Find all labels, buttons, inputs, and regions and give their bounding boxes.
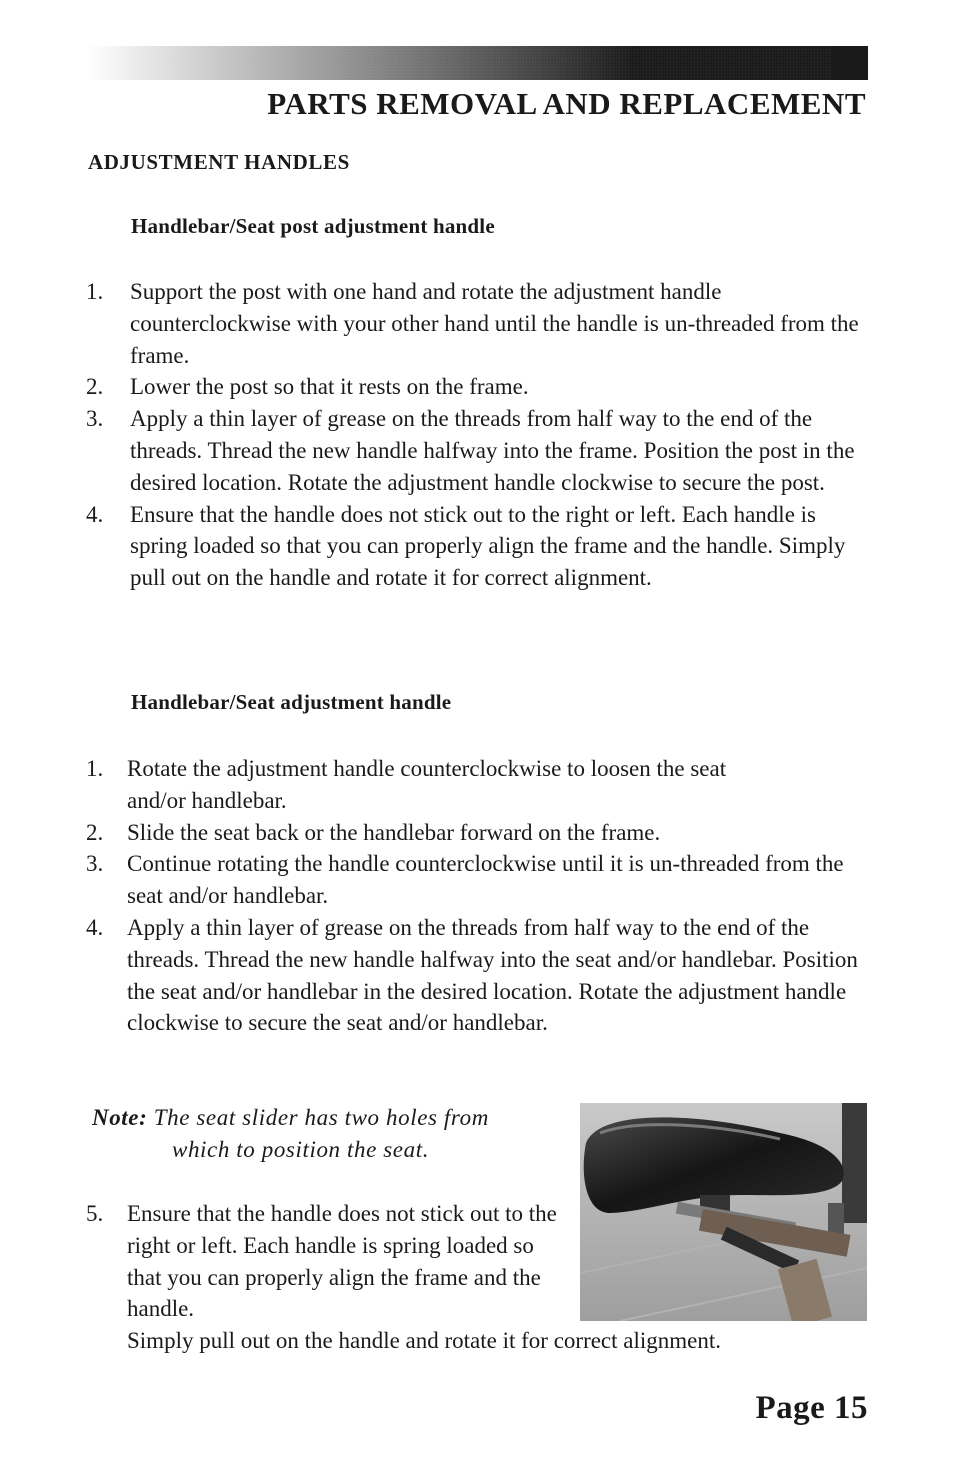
list-item	[86, 848, 866, 912]
note-label: Note:	[92, 1105, 148, 1130]
post-handle-heading: Handlebar/Seat post adjustment handle	[131, 214, 495, 238]
step-number: 1.	[86, 756, 104, 781]
seat-slider-note	[92, 1102, 552, 1166]
step-text: Ensure that the handle does not stick out to the right or left. Each handle is spring loaded so that you can properly align the frame and the handle.	[127, 1201, 557, 1322]
list-item	[86, 817, 866, 849]
step-text: Apply a thin layer of grease on the threads from half way to the end of the threads. Thread the new handle halfway into the seat and/or handlebar. Position the seat and/or handlebar in the desired location. Rotate the adjustment handle clockwise to secure the seat and/or handlebar.	[127, 914, 858, 1036]
step-text: Continue rotating the handle counterclockwise until it is un-threaded from the seat and/or handlebar.	[127, 851, 844, 909]
step-text: Rotate the adjustment handle counterclockwise to loosen the seat and/or handlebar.	[127, 756, 727, 813]
page-number: Page 15	[755, 1390, 868, 1426]
bike-seat-photo	[580, 1103, 867, 1321]
list-item	[86, 912, 866, 1039]
list-item	[86, 403, 866, 498]
step-number: 3.	[86, 851, 104, 877]
step-text: Ensure that the handle does not stick out to the right or left. Each handle is spring loaded so that you can properly align the frame and the handle. Simply pull out on the handle and rotate it for correct alignment.	[130, 501, 846, 591]
step-number: 4.	[86, 914, 104, 940]
section-heading: ADJUSTMENT HANDLES	[88, 150, 350, 174]
post-handle-steps	[86, 276, 866, 594]
header-band-solid-end	[832, 46, 868, 80]
seat-handle-steps	[86, 753, 866, 1039]
step-text: Apply a thin layer of grease on the threads from half way to the end of the threads. Thread the new handle halfway into the frame. Position the post in the desired location. Rotate the adjustment handle clockwise to secure the post.	[130, 406, 855, 495]
step-text: Lower the post so that it rests on the frame.	[130, 374, 529, 400]
step-number: 2.	[86, 374, 104, 400]
step-number: 2.	[86, 819, 104, 845]
header-gradient-band	[88, 46, 868, 80]
bike-seat-illustration	[580, 1103, 867, 1321]
step-number: 5.	[86, 1201, 104, 1226]
list-item	[86, 753, 866, 817]
step-text: Slide the seat back or the handlebar forward on the frame.	[127, 819, 661, 845]
list-item	[86, 276, 866, 371]
step-text: Support the post with one hand and rotate the adjustment handle counterclockwise with your other hand until the handle is un-threaded from the frame.	[130, 279, 859, 368]
step-text-continued: Simply pull out on the handle and rotate it for correct alignment.	[127, 1328, 722, 1354]
list-item	[86, 371, 866, 403]
note-text-continued: which to position the seat.	[172, 1136, 430, 1162]
seat-handle-heading: Handlebar/Seat adjustment handle	[131, 690, 452, 714]
note-text: The seat slider has two holes from	[153, 1105, 489, 1130]
list-item	[86, 499, 866, 594]
step-number: 4.	[86, 501, 104, 527]
step-number: 1.	[86, 279, 104, 304]
page-title: PARTS REMOVAL AND REPLACEMENT	[267, 86, 866, 121]
step-number: 3.	[86, 406, 104, 432]
